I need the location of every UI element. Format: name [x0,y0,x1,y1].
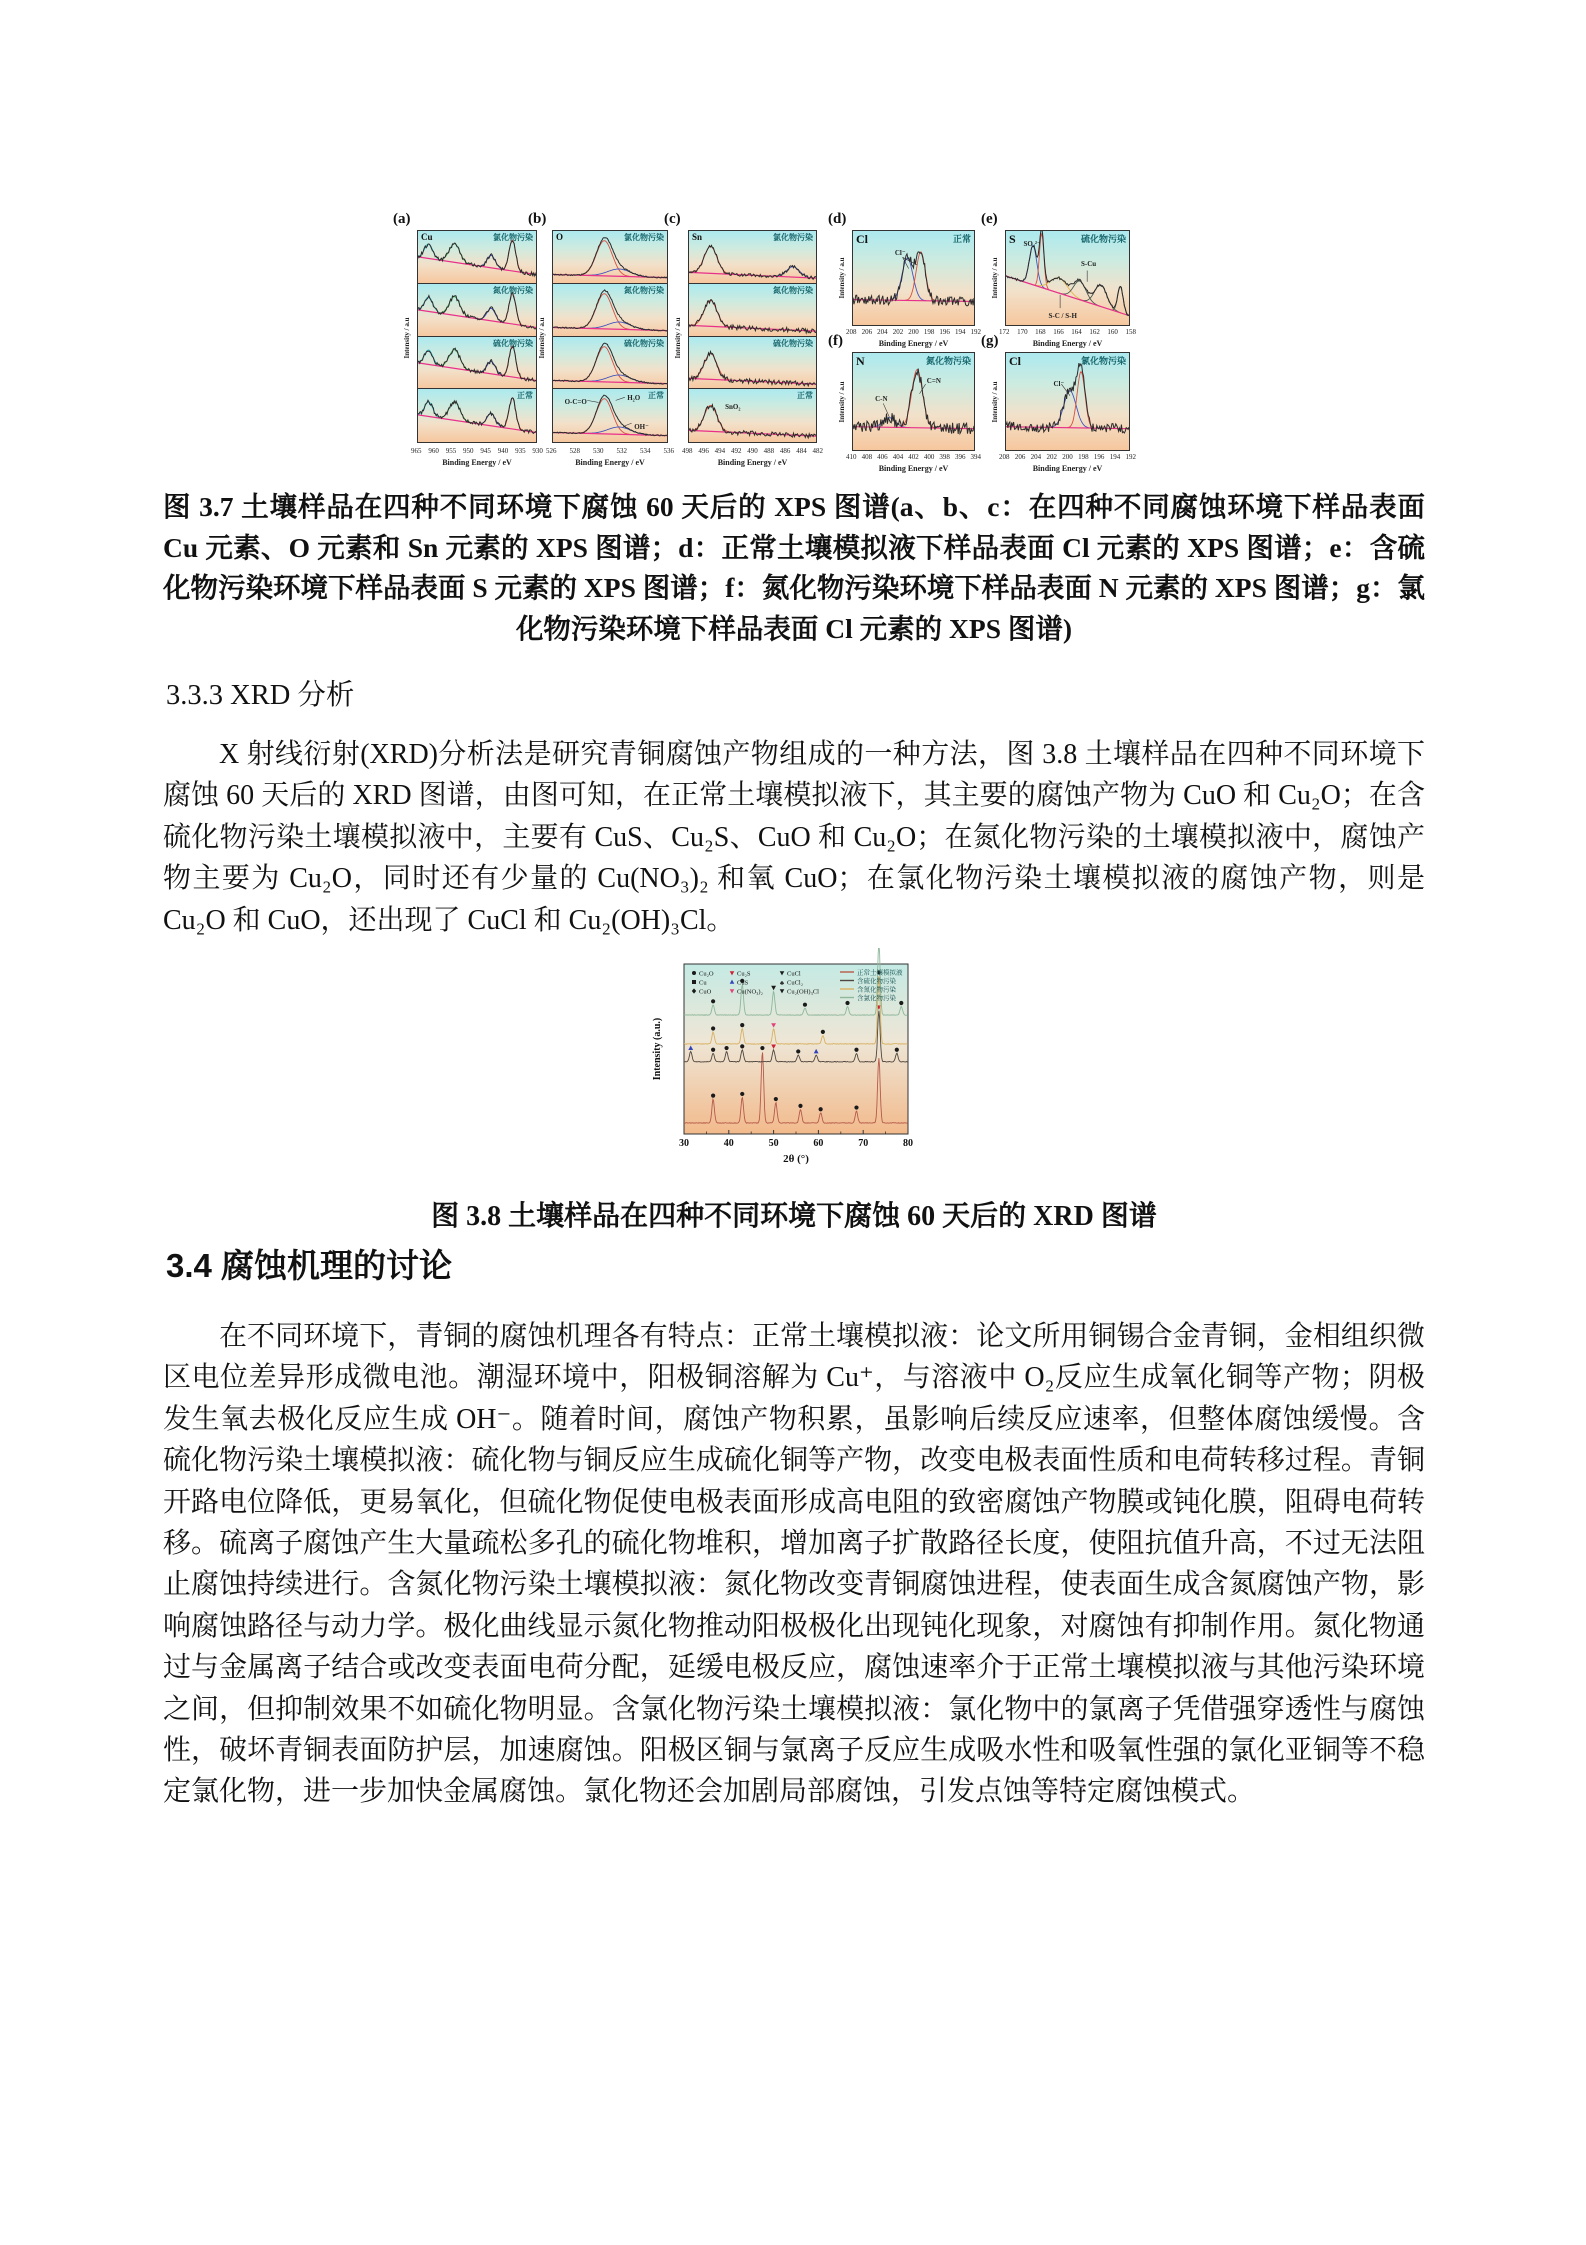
xps-panels-canvas [280,148,1160,486]
peak-annotation: SO₄²⁻ [1023,239,1041,248]
tick-label: 160 [1107,328,1118,336]
tick-label: 402 [908,453,919,461]
peak-annotation: OH⁻ [634,422,649,431]
svg-text:♣: ♣ [779,980,785,987]
y-axis-label: Intensity / a.u [838,380,846,423]
peak-annotation: S-Cu [1081,259,1097,268]
section-3-4-paragraph: 在不同环境下，青铜的腐蚀机理各有特点：正常土壤模拟液：论文所用铜锡合金青铜，金相组织微区电位差异形成微电池。潮湿环境中，阳极铜溶解为 Cu⁺，与溶液中 O₂反应生成氧化铜等产物；阴极发生氧去极化反应生成 OH⁻。随着时间，腐蚀产物积累，虽影响后续反应速率，但整体腐蚀缓慢。含硫化物污染土壤模拟液：硫化物与铜反应生成硫化铜等产物，改变电极表面性质和电荷转移过程。青铜开路电位降低，更易氧化，但硫化物促使电极表面形成高电阻的致密腐蚀产物膜或钝化膜，阻碍电荷转移。硫离子腐蚀产生大量疏松多孔的硫化物堆积，增加离子扩散路径长度，使阻抗值升高，不过无法阻止腐蚀持续进行。含氮化物污染土壤模拟液：氮化物改变青铜腐蚀进程，使表面生成含氮腐蚀产物，影响腐蚀路径与动力学。极化曲线显示氮化物推动阳极极化出现钝化现象，对腐蚀有抑制作用。氮化物通过与金属离子结合或改变表面电荷分配，延缓电极反应，腐蚀速率介于正常土壤模拟液与其他污染环境之间，但抑制效果不如硫化物明显。含氯化物污染土壤模拟液：氯化物中的氯离子凭借强穿透性与腐蚀性，破坏青铜表面防护层，加速腐蚀。阳极区铜与氯离子反应生成吸水性和吸氧性强的氯化亚铜等不稳定氯化物，进一步加快金属腐蚀。氯化物还会加剧局部腐蚀，引发点蚀等特定腐蚀模式。 [163,1321,1425,1808]
condition-label: 氯化物污染 [493,233,533,242]
svg-text:CuCl₂: CuCl₂ [787,979,803,987]
peak-annotation: C=N [926,376,941,385]
tick-label: 940 [497,447,509,455]
tick-label: 410 [846,453,857,461]
tick-label: 534 [640,447,651,455]
xrd-chart-svg [640,948,946,1174]
section-3-3-3-heading: 3.3.3 XRD 分析 [166,680,355,711]
tick-label: 960 [428,447,439,455]
xps-spectrum-svg [1006,353,1129,450]
xps-subplot-b-3 [552,388,668,443]
peak-annotation: C-N [875,394,888,403]
svg-text:CuO: CuO [699,988,712,996]
svg-text:CuS: CuS [737,979,749,987]
svg-text:50: 50 [768,1138,779,1149]
y-axis-label: Intensity / a.u [991,380,999,423]
x-axis-ticks [411,447,543,455]
element-label: Cl [856,232,868,246]
xps-subplot-d-0 [852,230,975,326]
tick-label: 394 [970,453,981,461]
section-3-4-heading: 3.4 腐蚀机理的讨论 [166,1247,453,1284]
y-axis-label: Intensity / a.u [991,257,999,299]
y-axis-label: Intensity / a.u [538,316,546,359]
tick-label: 202 [892,328,904,336]
tick-label: 194 [1109,453,1121,461]
tick-label: 930 [532,447,543,455]
y-axis-label: Intensity / a.u [403,316,411,359]
tick-label: 200 [1062,453,1073,461]
svg-text:CuCl: CuCl [787,970,801,978]
condition-label: 正常 [648,391,664,401]
svg-text:Cu(NO₃)₂: Cu(NO₃)₂ [737,988,763,996]
tick-label: 404 [892,453,904,461]
tick-label: 498 [682,447,693,455]
y-axis-label: Intensity / a.u [838,257,846,299]
tick-label: 166 [1053,328,1064,336]
peak-annotation: Cl⁻ [1053,379,1065,388]
x-axis-label: Binding Energy / eV [717,458,788,467]
tick-label: 955 [445,447,457,455]
condition-label: 氮化物污染 [773,285,813,295]
svg-text:80: 80 [903,1138,913,1149]
condition-label: 硫化物污染 [1080,234,1126,244]
tick-label: 158 [1125,328,1136,336]
svg-text:Cu₂O: Cu₂O [699,970,714,978]
svg-text:Intensity (a.u.): Intensity (a.u.) [652,1017,663,1081]
svg-text:Cu₂(OH)₃Cl: Cu₂(OH)₃Cl [787,988,819,996]
svg-text:2θ (°): 2θ (°) [783,1153,809,1165]
x-axis-label: Binding Energy / eV [1032,339,1103,348]
svg-text:含氮化物污染: 含氮化物污染 [857,986,896,994]
x-axis-ticks [846,453,981,461]
tick-label: 528 [569,447,580,455]
xps-subplot-f-0 [852,352,975,451]
xps-subplot-a-3 [417,388,537,443]
condition-label: 硫化物污染 [624,338,664,348]
condition-label: 硫化物污染 [773,338,813,348]
svg-text:含氯化物污染: 含氯化物污染 [857,994,896,1002]
panel-label-c: (c) [664,211,681,227]
xps-subplot-b-1 [552,283,668,338]
xps-subplot-c-1 [688,283,817,338]
x-axis-ticks [682,447,823,455]
tick-label: 162 [1089,328,1100,336]
xps-spectrum-svg [853,353,974,450]
condition-label: 氯化物污染 [773,233,813,242]
tick-label: 204 [877,328,888,336]
svg-text:正常土壤模拟液: 正常土壤模拟液 [857,969,903,977]
xps-subplot-a-1 [417,283,537,338]
tick-label: 168 [1035,328,1046,336]
tick-label: 408 [861,453,873,461]
condition-label: 氮化物污染 [624,285,664,295]
tick-label: 482 [812,447,823,455]
tick-label: 488 [763,447,775,455]
xps-subplot-c-3 [688,388,817,443]
x-axis-ticks [999,453,1136,461]
tick-label: 398 [939,453,950,461]
y-axis-label: Intensity / a.u [674,316,682,359]
condition-label: 正常 [952,234,971,244]
tick-label: 196 [939,328,950,336]
section-3-3-3-paragraph: X 射线衍射(XRD)分析法是研究青铜腐蚀产物组成的一种方法，图 3.8 土壤样品在四种不同环境下腐蚀 60 天后的 XRD 图谱，由图可知，在正常土壤模拟液下，其主要的腐蚀产物为 CuO 和 Cu₂O；在含硫化物污染土壤模拟液中，主要有 CuS、Cu₂S、CuO 和 Cu₂O；在氮化物污染的土壤模拟液中，腐蚀产物主要为 Cu₂O，同时还有少量的 Cu(NO₃)₂ 和氧 CuO；在氯化物污染土壤模拟液的腐蚀产物，则是 Cu₂O 和 CuO，还出现了 CuCl 和 Cu₂(OH)₃Cl。 [163,739,1425,936]
condition-label: 氯化物污染 [624,233,664,242]
condition-label: 正常 [797,391,813,401]
tick-label: 530 [593,447,604,455]
svg-text:Cu: Cu [699,979,707,987]
tick-label: 200 [908,328,919,336]
x-axis-label: Binding Energy / eV [878,339,949,348]
tick-label: 172 [999,328,1010,336]
peak-annotation: SnO₂ [725,403,741,412]
xps-subplot-b-0 [552,230,668,284]
tick-label: 484 [796,447,807,455]
tick-label: 208 [846,328,857,336]
x-axis-label: Binding Energy / eV [575,458,645,467]
condition-label: 氮化物污染 [925,356,971,366]
peak-annotation: H₂O [627,393,641,402]
tick-label: 164 [1071,328,1082,336]
condition-label: 硫化物污染 [493,338,533,348]
xps-subplot-g-0 [1005,352,1130,451]
tick-label: 532 [616,447,627,455]
x-axis-ticks [846,328,981,336]
element-label: Cu [421,232,433,242]
svg-text:30: 30 [679,1138,689,1149]
tick-label: 490 [747,447,758,455]
condition-label: 氯化物污染 [1080,356,1126,366]
tick-label: 945 [480,447,491,455]
tick-label: 198 [923,328,935,336]
figure-3-8-caption: 图 3.8 土壤样品在四种不同环境下腐蚀 60 天后的 XRD 图谱 [431,1201,1157,1232]
tick-label: 170 [1017,328,1028,336]
tick-label: 206 [1014,453,1026,461]
svg-text:60: 60 [813,1138,824,1149]
panel-label-f: (f) [828,333,843,349]
panel-label-g: (g) [981,333,999,349]
x-axis-label: Binding Energy / eV [442,458,512,467]
x-axis-label: Binding Energy / eV [878,464,949,473]
x-axis-ticks [999,328,1136,336]
tick-label: 198 [1078,453,1089,461]
tick-label: 194 [954,328,966,336]
tick-label: 396 [954,453,966,461]
x-axis-ticks [546,447,674,455]
tick-label: 494 [714,447,726,455]
x-axis-label: Binding Energy / eV [1032,464,1103,473]
svg-text:70: 70 [858,1138,869,1149]
tick-label: 206 [861,328,873,336]
condition-label: 氮化物污染 [493,285,533,295]
svg-text:含硫化物污染: 含硫化物污染 [857,977,896,985]
tick-label: 965 [411,447,422,455]
panel-label-e: (e) [981,211,998,227]
panel-label-d: (d) [828,211,847,227]
xps-subplot-c-2 [688,336,817,391]
tick-label: 950 [463,447,474,455]
tick-label: 536 [663,447,674,455]
peak-annotation: Cl⁻ [894,249,906,258]
svg-text:Cu₂S: Cu₂S [737,970,751,978]
xrd-chart-canvas [640,948,946,1174]
xps-subplot-b-2 [552,336,668,391]
peak-annotation: S-C / S-H [1048,311,1077,320]
tick-label: 526 [546,447,557,455]
condition-label: 正常 [517,391,533,401]
panel-label-b: (b) [528,211,547,227]
element-label: Cl [1009,354,1021,368]
xps-subplot-c-0 [688,230,817,284]
figure-3-7-caption: 图 3.7 土壤样品在四种不同环境下腐蚀 60 天后的 XPS 图谱(a、b、c：在四种不同腐蚀环境下样品表面 Cu 元素、O 元素和 Sn 元素的 XPS 图谱；d：正常土壤模拟液下样品表面 Cl 元素的 XPS 图谱；e：含硫化物污染环境下样品表面 S 元素的 XPS 图谱；f：氮化物污染环境下样品表面 N 元素的 XPS 图谱；g：氯化物污染环境下样品表面 Cl 元素的 XPS 图谱) [163,491,1425,644]
tick-label: 192 [970,328,981,336]
tick-label: 496 [698,447,709,455]
tick-label: 400 [923,453,935,461]
tick-label: 202 [1046,453,1057,461]
tick-label: 935 [515,447,526,455]
xps-spectrum-svg [853,231,974,325]
peak-annotation: O-C=O [564,397,587,406]
tick-label: 486 [779,447,791,455]
tick-label: 204 [1030,453,1042,461]
element-label: S [1009,232,1016,246]
tick-label: 208 [999,453,1010,461]
tick-label: 406 [877,453,888,461]
xps-subplot-e-0 [1005,230,1130,326]
tick-label: 492 [730,447,742,455]
element-label: N [856,354,865,368]
element-label: Sn [692,232,703,242]
panel-label-a: (a) [393,211,411,227]
xps-subplot-a-2 [417,336,537,391]
tick-label: 192 [1125,453,1136,461]
tick-label: 196 [1093,453,1105,461]
xps-subplot-a-0 [417,230,537,284]
svg-text:40: 40 [723,1138,734,1149]
element-label: O [556,232,564,242]
